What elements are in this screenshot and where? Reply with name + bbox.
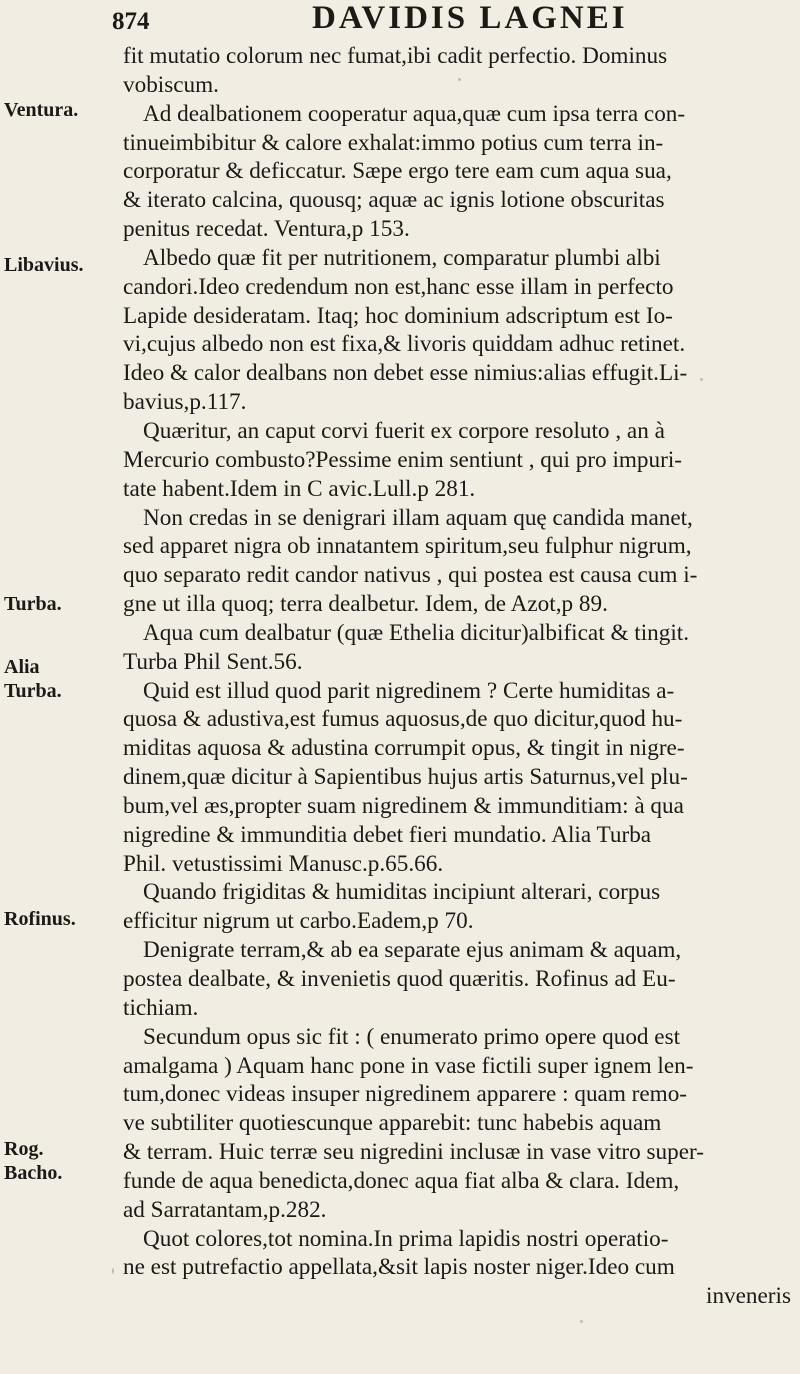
text-line: amalgama ) Aquam hanc pone in vase fictili super ignem len- bbox=[123, 1052, 694, 1079]
text-line: Ad dealbationem cooperatur aqua,quæ cum ipsa terra con- bbox=[143, 100, 686, 127]
text-line: candori.Ideo credendum non est,hanc esse illam in perfecto bbox=[123, 273, 674, 300]
page-number: 874 bbox=[112, 8, 150, 35]
text-line: vi,cujus albedo non est fixa,& livoris quiddam adhuc retinet. bbox=[123, 331, 686, 358]
body-text bbox=[123, 42, 791, 1311]
text-line: Turba Phil Sent.56. bbox=[123, 648, 303, 675]
text-line: nigredine & immunditia debet fieri mundatio. Alia Turba bbox=[123, 821, 652, 848]
margin-note: Turba. bbox=[4, 593, 62, 615]
margin-note: Rofinus. bbox=[4, 908, 76, 930]
text-line: tinueimbibitur & calore exhalat:immo potius cum terra in- bbox=[123, 129, 664, 156]
text-line: Denigrate terram,& ab ea separate ejus animam & aquam, bbox=[143, 937, 682, 964]
text-line: ad Sarratantam,p.282. bbox=[123, 1196, 327, 1223]
text-line: vobiscum. bbox=[123, 71, 219, 98]
ink-spot bbox=[700, 378, 703, 381]
text-line: efficitur nigrum ut carbo.Eadem,p 70. bbox=[123, 908, 474, 935]
text-line: inveneris bbox=[706, 1283, 791, 1310]
text-line: bum,vel æs,propter suam nigredinem & immunditiam: à qua bbox=[123, 792, 684, 819]
ink-spot bbox=[112, 1268, 114, 1274]
page-header bbox=[112, 0, 792, 40]
text-line: postea dealbate, & invenietis quod quæritis. Rofinus ad Eu- bbox=[123, 966, 676, 992]
text-line: tum,donec videas insuper nigredinem apparere : quam remo- bbox=[123, 1081, 688, 1108]
text-line: Secundum opus sic fit : ( enumerato primo opere quod est bbox=[143, 1023, 681, 1050]
text-line: Aqua cum dealbatur (quæ Ethelia dicitur)albificat & tingit. bbox=[143, 619, 690, 646]
text-line: funde de aqua benedicta,donec aqua fiat alba & clara. Idem, bbox=[123, 1167, 680, 1194]
text-line: sed apparet nigra ob innatantem spiritum,seu fulphur nigrum, bbox=[123, 533, 692, 560]
text-line: Quando frigiditas & humiditas incipiunt alterari, corpus bbox=[143, 879, 661, 906]
text-line: fit mutatio colorum nec fumat,ibi cadit perfectio. Dominus bbox=[123, 43, 668, 69]
margin-note: Libavius. bbox=[4, 254, 84, 276]
running-title: DAVIDIS LAGNEI bbox=[312, 0, 628, 36]
margin-note: Ventura. bbox=[4, 99, 79, 121]
text-line: tate habent.Idem in C avic.Lull.p 281. bbox=[123, 475, 476, 502]
text-line: Lapide desideratam. Itaq; hoc dominium adscriptum est Io- bbox=[123, 302, 673, 329]
text-line: & terram. Huic terræ seu nigredini inclusæ in vase vitro super- bbox=[123, 1139, 705, 1166]
text-line: dinem,quæ dicitur à Sapientibus hujus artis Saturnus,vel plu- bbox=[123, 764, 688, 791]
margin-notes bbox=[0, 0, 110, 1374]
text-line: quo separato redit candor nativus , qui postea est causa cum i- bbox=[123, 562, 698, 589]
text-line: Quid est illud quod parit nigredinem ? Certe humiditas a- bbox=[143, 677, 675, 704]
text-line: penitus recedat. Ventura,p 153. bbox=[123, 216, 410, 243]
text-line: corporatur & deficcatur. Sæpe ergo tere eam cum aqua sua, bbox=[123, 158, 672, 185]
text-line: miditas aquosa & adustina corrumpit opus, & tingit in nigre- bbox=[123, 735, 685, 762]
ink-spot bbox=[458, 78, 461, 81]
text-line: Phil. vetustissimi Manusc.p.65.66. bbox=[123, 850, 444, 877]
text-line: tichiam. bbox=[123, 994, 199, 1021]
text-line: Ideo & calor dealbans non debet esse nimius:alias effugit.Li- bbox=[123, 360, 688, 387]
text-line: gne ut illa quoq; terra dealbetur. Idem, de Azot,p 89. bbox=[123, 591, 608, 618]
margin-note: Rog. Bacho. bbox=[4, 1138, 63, 1184]
margin-note: Alia Turba. bbox=[4, 656, 62, 702]
text-line: Quæritur, an caput corvi fuerit ex corpore resoluto , an à bbox=[143, 417, 665, 444]
text-line: Mercurio combusto?Pessime enim sentiunt , qui pro impuri- bbox=[123, 446, 682, 473]
text-line: ve subtiliter quotiescunque apparebit: tunc habebis aquam bbox=[123, 1110, 662, 1137]
text-line: ne est putrefactio appellata,&sit lapis noster niger.Ideo cum bbox=[123, 1254, 675, 1281]
text-line: & iterato calcina, quousq; aquæ ac ignis lotione obscuritas bbox=[123, 187, 665, 214]
text-line: Non credas in se denigrari illam aquam quę candida manet, bbox=[143, 504, 693, 531]
ink-spot bbox=[580, 1320, 583, 1323]
text-line: quosa & adustiva,est fumus aquosus,de quo dicitur,quod hu- bbox=[123, 706, 683, 733]
text-line: Quot colores,tot nomina.In prima lapidis nostri operatio- bbox=[143, 1225, 669, 1252]
text-line: bavius,p.117. bbox=[123, 389, 247, 416]
text-line: Albedo quæ fit per nutritionem, comparatur plumbi albi bbox=[143, 244, 661, 271]
